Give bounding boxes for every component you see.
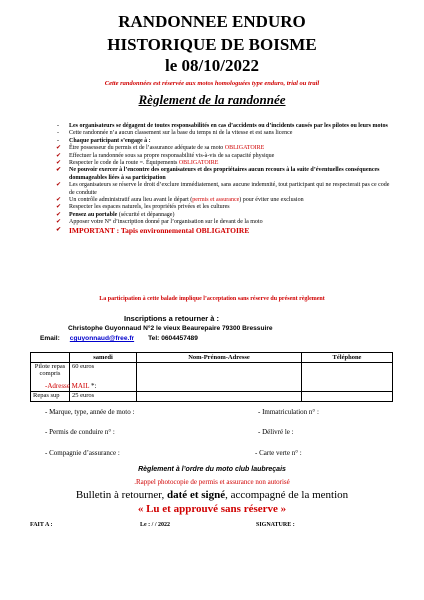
row-price: 60 euros [70,363,137,392]
dash-bullet: - [57,137,59,144]
rule-item: ✔ Effectuer la randonnée sous sa propre responsabilité vis-à-vis de sa capacité physique [56,152,275,159]
inscription-heading: Inscriptions a retourner à : [124,314,220,323]
payment-order: Règlement à l’ordre du moto club laubreçais [138,466,286,473]
name-address-cell[interactable] [137,363,302,392]
approval-mention: « Lu et approuvé sans réserve » [137,503,287,515]
rule-item: ✔ Respecter le code de la route =. Équipements OBLIGATOIRE [56,160,219,167]
checkmark-icon: ✔ [56,219,62,226]
rule-item-important: ✔ IMPORTANT : Tapis environnemental OBLIGATOIRE [56,225,250,235]
contact-line [40,335,198,342]
rule-item: - Cette randonnée n’a aucun classement sur la base du temps ni de la vitesse et est sans licence [57,130,293,137]
table-header [31,353,70,363]
event-title: RANDONNEE ENDURO [118,12,306,31]
checkmark-icon: ✔ [56,152,62,159]
registration-table [30,352,393,402]
rule-item: - Les organisateurs se dégagent de toutes responsabilités en cas d’accidents ou d’incidents causés par les pilotes ou leurs motos [57,123,388,129]
photocopy-reminder: .Rappel photocopie de permis et assurance non autorisé [134,478,290,486]
rule-item: ✔ Être possesseur du permis et de l’assurance adéquate de sa moto OBLIGATOIRE [56,145,265,152]
row-label: Pilote repas compris [31,363,70,392]
rules-list [56,123,396,234]
checkmark-icon: ✔ [56,145,62,152]
green-card-field[interactable]: - Carte verte n° : [255,449,302,457]
inscription-address: Christophe Guyonnaud N°2 le vieux Beaurepaire 79300 Bressuire [68,325,273,332]
email-label: Email: [40,335,60,342]
rule-item: ✔ Un contrôle administratif aura lieu avant le départ (permis et assurance) pour éviter une exclusion [56,197,304,204]
participation-notice: La participation à cette balade implique l’acceptation sans réserve du présent règlement [99,296,325,302]
row-label: Repas sup [31,392,70,402]
checkmark-icon: ✔ [56,167,62,174]
table-header: Téléphone [302,353,393,363]
rule-item: ✔ Respecter les espaces naturels, les propriétés privées et les cultures [56,204,230,211]
bike-model-field[interactable]: - Marque, type, année de moto : [45,408,135,416]
rule-item: ✔ Apposer votre N° d’inscription donné par l’organisation sur le devant de la moto [56,219,263,226]
moto-notice: Cette randonnées est réservée aux motos homologuées type enduro, trial ou trail [104,80,320,87]
dash-bullet: - [57,123,59,129]
checkmark-icon: ✔ [56,211,62,218]
phone-cell[interactable] [302,392,393,402]
phone-number: Tel: 0604457489 [148,335,198,342]
return-instructions: Bulletin à retourner, daté et signé, accompagné de la mention [75,489,349,501]
fait-a-field[interactable]: FAIT A : [30,522,53,528]
rule-item: ✔ Ne pouvoir exercer à l’encontre des organisateurs et des propriétaires aucun recours à la suite d’éventuelles conséquences dommageables liées à sa participation [56,167,380,181]
name-address-cell[interactable] [137,392,302,402]
phone-cell[interactable] [302,363,393,392]
table-header-row [31,353,393,363]
issued-date-field[interactable]: - Délivré le : [258,428,294,436]
row-price: 25 euros [70,392,137,402]
event-subtitle: HISTORIQUE DE BOISME [107,35,317,54]
email-link[interactable]: cguyonnaud@free.fr [69,335,135,342]
signature-field[interactable]: SIGNATURE : [256,522,295,528]
reglement-heading: Règlement de la randonnée [138,92,286,107]
table-header: Nom-Prénom-Adresse [137,353,302,363]
checkmark-icon: ✔ [56,182,62,189]
checkmark-icon: ✔ [56,160,62,167]
rule-item: - Chaque participant s’engage à : [57,137,151,144]
checkmark-icon: ✔ [56,204,62,211]
event-date: le 08/10/2022 [165,56,259,75]
rule-item: ✔ Pensez au portable (sécurité et dépannage) [56,211,175,218]
insurance-company-field[interactable]: - Compagnie d’assurance : [45,449,120,457]
license-number-field[interactable]: - Permis de conduire n° : [45,428,115,436]
date-field[interactable]: Le : / / 2022 [140,522,170,528]
registration-number-field[interactable]: - Immatriculation n° : [258,408,319,416]
dash-bullet: - [57,130,59,137]
rule-item: ✔ Les organisateurs se réserve le droit d’exclure immédiatement, sans aucune indemnité, tout participant qui ne respecterait pas ce code de conduite [56,182,390,196]
checkmark-icon: ✔ [56,226,62,233]
email-field-label[interactable]: -Adresse MAIL *: [45,382,97,390]
checkmark-icon: ✔ [56,197,62,204]
table-header: samedi [70,353,137,363]
table-row [31,392,393,402]
